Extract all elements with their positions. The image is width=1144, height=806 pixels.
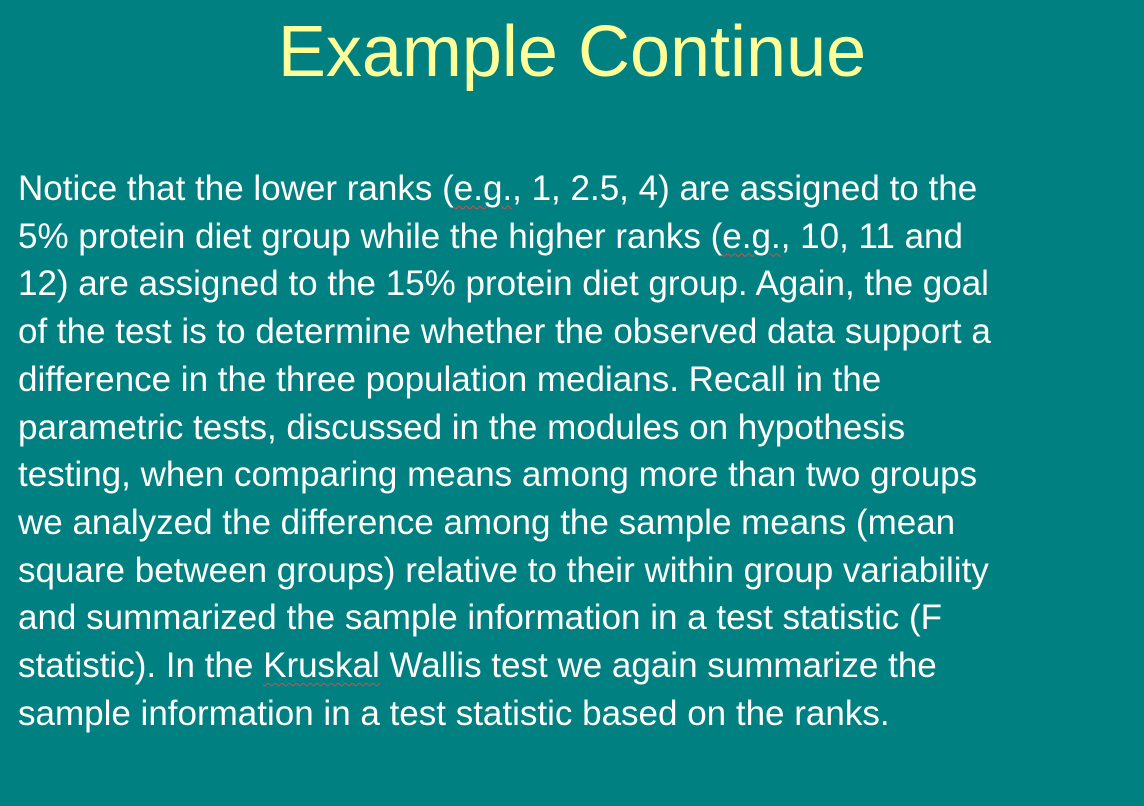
body-text-segment: , 10, 11 and <box>780 216 963 256</box>
body-line-1 <box>18 165 1138 213</box>
body-text-segment: 5% protein diet group while the higher ranks ( <box>18 216 723 256</box>
body-text-segment: statistic). In the <box>18 646 264 686</box>
body-line-10: and summarized the sample information in a test statistic (F <box>18 598 942 638</box>
body-line-4: of the test is to determine whether the observed data support a <box>18 312 991 352</box>
spellcheck-flagged-word: Kruskal <box>263 646 380 686</box>
spellcheck-flagged-word: e.g. <box>453 169 513 208</box>
body-line-11 <box>18 642 1138 690</box>
body-line-9: square between groups) relative to their within group variability <box>18 550 989 590</box>
body-line-8: we analyzed the difference among the sample means (mean <box>18 502 956 542</box>
slide-title: Example Continue <box>277 12 867 92</box>
body-line-6: parametric tests, discussed in the modules on hypothesis <box>18 407 906 447</box>
spellcheck-flagged-word: e.g. <box>722 216 781 256</box>
body-line-12: sample information in a test statistic based on the ranks. <box>18 693 890 733</box>
body-line-2 <box>18 213 1138 261</box>
slide-body-text <box>18 165 1138 737</box>
body-line-7: testing, when comparing means among more than two groups <box>18 455 978 495</box>
body-text-segment: , 1, 2.5, 4) are assigned to the <box>512 169 978 208</box>
body-text-segment: Notice that the lower ranks ( <box>18 169 454 208</box>
body-text-segment: Wallis test we again summarize the <box>379 646 937 686</box>
body-line-5: difference in the three population medians. Recall in the <box>18 359 882 399</box>
body-line-3: 12) are assigned to the 15% protein diet group. Again, the goal <box>18 264 989 304</box>
